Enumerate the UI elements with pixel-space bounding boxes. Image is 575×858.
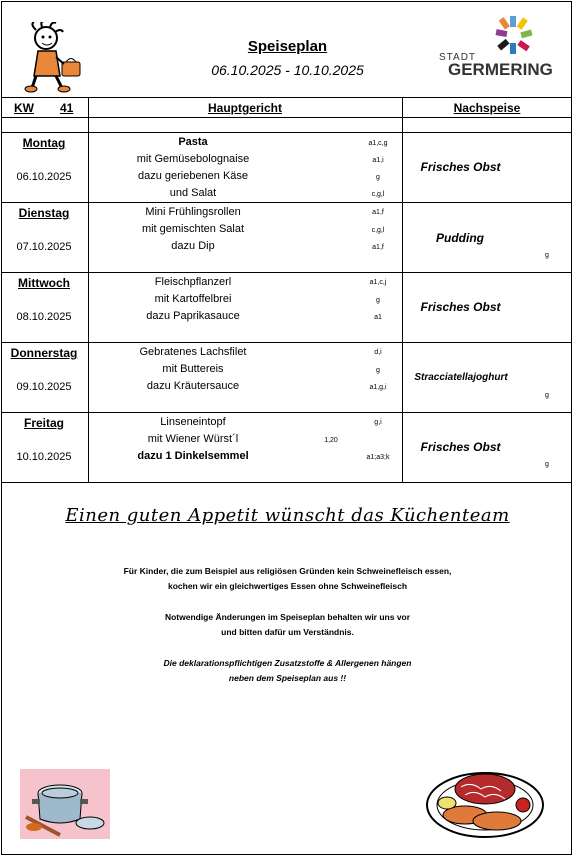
table-bottom-border — [1, 482, 572, 483]
dish-line: mit Kartoffelbrei — [154, 293, 232, 305]
note-line: Für Kinder, die zum Beispiel aus religiösen Gründen kein Schweinefleisch essen, — [123, 566, 452, 576]
dish-line: Pasta — [178, 136, 208, 148]
dessert: Frisches Obst — [420, 160, 501, 174]
day-name: Donnerstag — [10, 346, 78, 360]
allergen-code: d,i — [374, 349, 382, 356]
allergen-code: g — [376, 367, 380, 374]
allergen-code: 1,20 — [324, 437, 338, 444]
logo-large-text: GERMERING — [448, 60, 553, 79]
day-date: 06.10.2025 — [16, 171, 72, 183]
dish-line: dazu Paprikasauce — [146, 310, 240, 322]
dessert: Frisches Obst — [420, 440, 501, 454]
allergen-code: g — [376, 174, 380, 181]
allergen-code: a1;a3;k — [366, 454, 390, 461]
day-date: 07.10.2025 — [16, 241, 72, 253]
table-top-border — [1, 97, 572, 98]
dish-line: Linseneintopf — [160, 416, 226, 428]
dish-line: dazu Dip — [171, 240, 215, 252]
dish-line: dazu Kräutersauce — [146, 380, 240, 392]
allergen-code: a1,f — [372, 244, 384, 251]
main-dish-header: Hauptgericht — [207, 101, 282, 115]
dessert: Pudding — [436, 231, 484, 245]
germering-logo-icon — [492, 14, 538, 60]
dessert: Frisches Obst — [420, 300, 501, 314]
greeting: Einen guten Appetit wünscht das Küchenteam — [65, 505, 510, 526]
dish-line: dazu 1 Dinkelsemmel — [137, 450, 249, 462]
allergen-code: a1,i — [372, 157, 384, 164]
header-row-border — [1, 117, 572, 118]
date-range: 06.10.2025 - 10.10.2025 — [211, 62, 364, 78]
dessert-allergen: g — [545, 392, 549, 399]
day-name: Mittwoch — [18, 276, 70, 290]
allergen-code: g,i — [374, 419, 382, 426]
dish-line: mit gemischten Salat — [141, 223, 245, 235]
allergen-code: c,g,l — [371, 227, 385, 234]
allergen-code: a1,g,i — [369, 384, 387, 391]
kw-header: KW 41 — [14, 101, 74, 115]
spacer-row-border — [1, 132, 572, 133]
dish-line: Fleischpflanzerl — [154, 276, 232, 288]
note-line: kochen wir ein gleichwertiges Essen ohne Schweinefleisch — [167, 581, 408, 591]
dessert-allergen: g — [545, 461, 549, 468]
allergen-code: a1,c,j — [369, 279, 387, 286]
allergen-code: a1 — [374, 314, 382, 321]
dessert: Stracciatellajoghurt — [414, 372, 508, 383]
note-line: Notwendige Änderungen im Speiseplan behalten wir uns vor — [164, 612, 411, 622]
row-divider — [1, 202, 572, 203]
dessert-allergen: g — [545, 252, 549, 259]
dish-line: Mini Frühlingsrollen — [145, 206, 241, 218]
dish-line: Gebratenes Lachsfilet — [139, 346, 247, 358]
note-line: neben dem Speiseplan aus !! — [228, 673, 347, 683]
note-line: Die deklarationspflichtigen Zusatzstoffe & Allergenen hängen — [163, 658, 412, 668]
note-line: und bitten dafür um Verständnis. — [221, 627, 354, 637]
allergen-code: g — [376, 297, 380, 304]
dish-line: mit Buttereis — [162, 363, 224, 375]
page-title: Speiseplan — [247, 38, 328, 55]
cooking-pot-icon — [20, 769, 110, 839]
day-name: Freitag — [23, 416, 64, 430]
dish-line: mit Gemüsebolognaise — [136, 153, 250, 165]
column-divider — [88, 97, 89, 482]
dish-line: dazu geriebenen Käse — [137, 170, 249, 182]
column-divider — [402, 97, 403, 482]
day-date: 09.10.2025 — [16, 381, 72, 393]
row-divider — [1, 412, 572, 413]
child-mascot-icon — [22, 22, 84, 94]
day-date: 08.10.2025 — [16, 311, 72, 323]
plate-of-food-icon — [425, 765, 549, 845]
row-divider — [1, 272, 572, 273]
dessert-header: Nachspeise — [453, 101, 521, 115]
dish-line: und Salat — [169, 187, 217, 199]
row-divider — [1, 342, 572, 343]
dish-line: mit Wiener Würst´l — [147, 433, 239, 445]
allergen-code: a1,c,g — [368, 140, 388, 147]
page-frame — [1, 1, 572, 855]
day-name: Dienstag — [18, 206, 70, 220]
day-date: 10.10.2025 — [16, 451, 72, 463]
logo-small-text: STADT — [439, 52, 477, 63]
day-name: Montag — [22, 136, 66, 150]
allergen-code: a1,f — [372, 209, 384, 216]
allergen-code: c,g,l — [371, 191, 385, 198]
